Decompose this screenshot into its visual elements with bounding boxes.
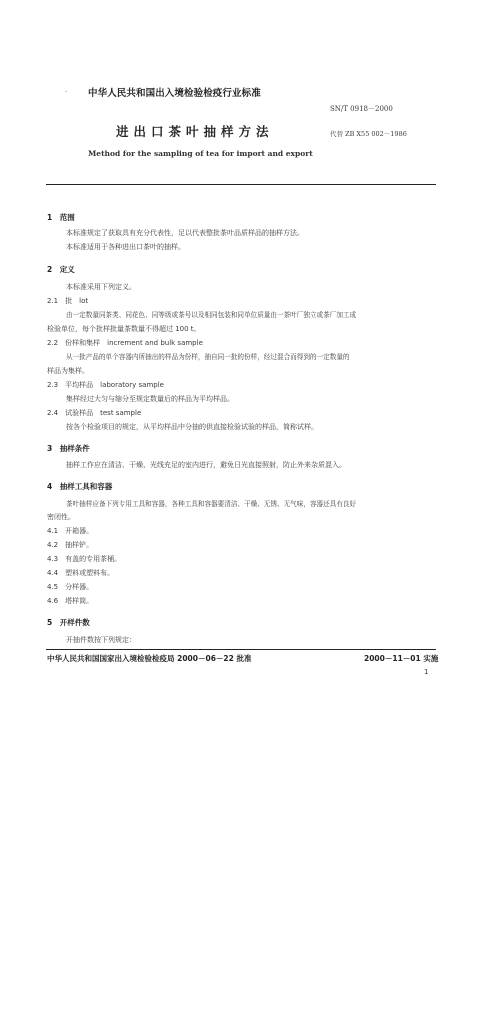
footer-rule [46,649,436,650]
replaces-standard: 代替 ZB X55 002－1986 [330,130,407,138]
section-1-paragraph-1: 本标准规定了获取具有充分代表性，足以代表整批茶叶品质样品的抽样方法。 [66,229,304,237]
definition-2-4-term: 2.4 试验样品 test sample [47,409,142,417]
definition-2-4-text: 按各个检验项目的规定，从平均样品中分抽的供直接检验试验的样品，简称试样。 [66,423,318,431]
list-item: 4.3 有盖的专用茶桶。 [47,555,122,563]
list-item: 4.1 开箱器。 [47,527,94,535]
header-dot: · [65,88,68,96]
section-5-paragraph: 开抽件数按下列规定： [66,636,136,644]
definition-2-2-term: 2.2 份样和集样 increment and bulk sample [47,339,203,347]
approval-line: 中华人民共和国国家出入境检验检疫局 2000－06－22 批准 [47,654,252,663]
section-3-paragraph: 抽样工作应在清洁、干燥、光线充足的室内进行，避免日光直接照射，防止外来杂质混入。 [66,461,346,469]
section-1-heading: 1 范围 [47,213,75,222]
section-4-paragraph-cont: 密闭性。 [47,513,75,521]
definition-2-2-text: 从一批产品的单个容器内所抽出的样品为份样，抽自同一批的份样，经过混合而得到的一定数量的 [66,353,350,361]
list-item: 4.2 抽样铲。 [47,541,94,549]
definition-2-3-text: 集样经过大匀与缩分至规定数量后的样品为平均样品。 [66,395,234,403]
definition-2-1-term: 2.1 批 lot [47,297,89,305]
section-2-intro: 本标准采用下列定义。 [66,283,136,291]
section-3-heading: 3 抽样条件 [47,444,90,453]
section-2-heading: 2 定义 [47,265,75,274]
document-title-en: Method for the sampling of tea for import and export [88,149,313,158]
header-rule [46,184,436,185]
definition-2-1-text-cont: 检验单位，每个批样批量茶数量不得超过 100 t。 [47,325,201,333]
definition-2-1-text: 由一定数量同茶类、同花色、同等级或茶号以及相同包装和同单位质量由一茶叶厂独立或茶厂加工成 [66,311,357,319]
list-item: 4.4 塑料或塑料布。 [47,569,115,577]
section-1-paragraph-2: 本标准适用于各种进出口茶叶的抽样。 [66,243,185,251]
standard-number: SN/T 0918－2000 [330,105,393,113]
section-4-paragraph: 茶叶抽样应备下列专用工具和容器，各种工具和容器要清洁、干燥、无锈、无气味，容器还具有良好 [66,500,357,508]
list-item: 4.5 分样器。 [47,583,94,591]
page-number: 1 [424,668,429,676]
list-item: 4.6 塔样筒。 [47,597,94,605]
section-5-heading: 5 开样件数 [47,618,90,627]
definition-2-3-term: 2.3 平均样品 laboratory sample [47,381,164,389]
section-4-heading: 4 抽样工具和容器 [47,482,113,491]
implementation-date: 2000－11－01 实施 [364,654,439,663]
organization-name: 中华人民共和国出入境检验检疫行业标准 [88,88,261,99]
definition-2-2-text-cont: 样品为集样。 [47,367,89,375]
document-title-cn: 进出口茶叶抽样方法 [116,124,274,139]
